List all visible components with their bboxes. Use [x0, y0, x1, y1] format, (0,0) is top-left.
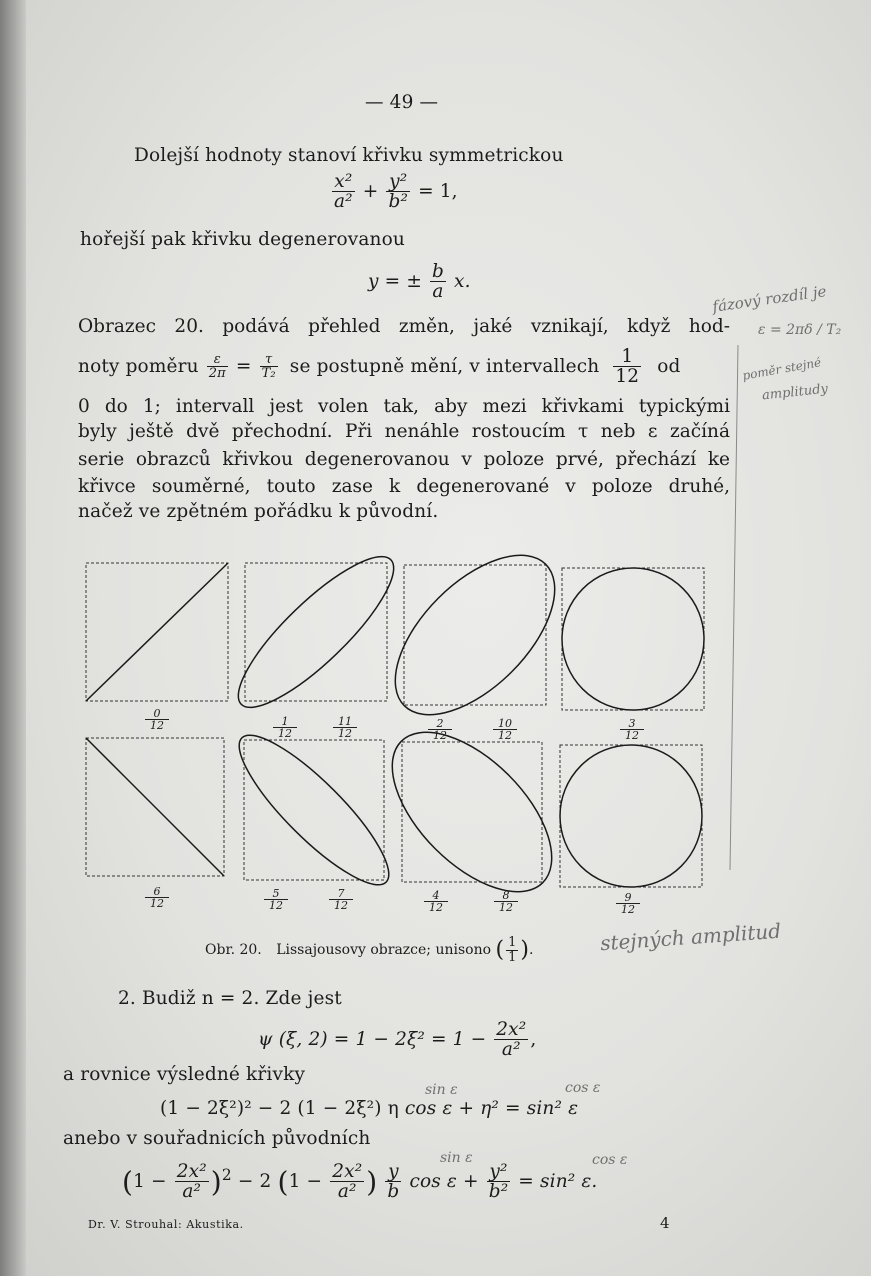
paragraph-4: 2. Budiž n = 2. Zde jest [118, 988, 342, 1009]
fraction-y2-b2: $\frac{\text{y²}}{\text{b²}}$ [388, 171, 409, 213]
figure-frame-1 [245, 563, 387, 701]
curve-0-12 [86, 563, 228, 701]
fraction-1-12: $\frac{1}{12}$ [615, 346, 640, 388]
fraction-x2-a2: $\frac{\text{x²}}{\text{a²}}$ [334, 171, 353, 213]
figure-label-8-12: 8 12 [494, 890, 518, 913]
footer-signature: 4 [660, 1214, 670, 1232]
figure-frame-4-8 [402, 742, 542, 882]
fraction-1-1: $\frac{1}{1}$ [508, 935, 517, 965]
curve-2-12 [368, 528, 583, 743]
curve-6-12 [86, 738, 224, 876]
handwritten-cos-eps-1: cos ε [565, 1080, 601, 1096]
figure-label-6-12: 6 12 [145, 886, 169, 909]
paragraph-3-line-1: Obrazec 20. podává přehled změn, jaké vznikají, když hod- [78, 316, 730, 337]
curve-3-12 [562, 568, 704, 710]
equation-psi: ψ (ξ, 2) = 1 − 2ξ² = 1 − $\frac{\text{2x²}}{\text{a²}}$ , [258, 1019, 537, 1061]
figure-label-3-12: 3 12 [620, 718, 644, 741]
footer-author: Dr. V. Strouhal: Akustika. [88, 1218, 244, 1231]
paragraph-3-line-3: 0 do 1; intervall jest volen tak, aby mezi křivkami typickými [78, 396, 730, 417]
margin-pencil-line [730, 345, 738, 870]
figure-caption: Obr. 20. Lissajousovy obrazce; unisono ( $\frac{1}{1}$ ). [205, 935, 534, 965]
paragraph-3-line-6: křivce souměrné, touto zase k degenerované v poloze druhé, [78, 476, 730, 497]
curve-1-12 [220, 538, 411, 726]
handwritten-cos-eps-2: cos ε [592, 1152, 628, 1168]
figure-label-11-12: 11 12 [333, 716, 357, 739]
equation-original-coords: (1 − $\frac{\text{2x²}}{\text{a²}}$ )$^2$ − 2 (1 − $\frac{\text{2x²}}{\text{a²}}$ ) $\frac{y}{b}$ cos ε + $\frac{\text{y²}}{\text{b²}}$ = sin² ε. [122, 1161, 598, 1203]
margin-note-amplitude: amplitudy [761, 381, 829, 404]
paragraph-2: hořejší pak křivku degenerovanou [80, 229, 405, 250]
paragraph-6: anebo v souřadnicích původních [63, 1128, 371, 1149]
figure-label-1-12: 1 12 [273, 716, 297, 739]
handwritten-sin-eps-1: sin ε [425, 1082, 458, 1098]
equation-resultant: (1 − 2ξ²)² − 2 (1 − 2ξ²) η cos ε + η² = sin² ε [160, 1098, 579, 1119]
handwritten-caption-note: stejných amplitud [599, 918, 782, 956]
figure-frame-5-7 [244, 740, 384, 880]
curve-9-12 [560, 745, 702, 887]
paragraph-3-line-5: serie obrazců křivkou degenerovanou v poloze prvé, přechází ke [78, 449, 730, 470]
fraction-eps-2pi: $\frac{\varepsilon}{2\pi}$ [208, 351, 226, 382]
figure-label-9-12: 9 12 [616, 892, 640, 915]
equation-line: y = ± $\frac{b}{a}$ x. [368, 261, 471, 303]
margin-note-phase: fázový rozdíl je [711, 282, 828, 316]
margin-note-ratio: poměr stejné [741, 355, 823, 383]
page-number: — 49 — [365, 92, 439, 113]
handwritten-sin-eps-2: sin ε [440, 1150, 473, 1166]
figure-label-7-12: 7 12 [329, 888, 353, 911]
paragraph-3-line-2: noty poměru $\frac{\varepsilon}{2\pi}$ = $\frac{\tau}{\text{T₂}}$ se postupně mění, v intervallech $\frac{1}{12}$ od [78, 346, 681, 388]
curve-5-12 [222, 718, 406, 902]
curve-4-12 [365, 705, 580, 920]
paragraph-5: a rovnice výsledné křivky [63, 1064, 306, 1085]
figure-frame-2 [404, 565, 546, 705]
figure-label-0-12: 0 12 [145, 708, 169, 731]
figure-label-5-12: 5 12 [264, 888, 288, 911]
paragraph-1: Dolejší hodnoty stanoví křivku symmetrickou [134, 145, 564, 166]
fraction-tau-T2: $\frac{\tau}{\text{T₂}}$ [261, 351, 276, 382]
margin-note-formula: ε = 2πδ / T₂ [758, 322, 842, 338]
paragraph-3-line-7: načež ve zpětném pořádku k původní. [78, 501, 439, 522]
figure-label-10-12: 10 12 [493, 718, 517, 741]
figure-label-2-12: 2 12 [428, 718, 452, 741]
figure-label-4-12: 4 12 [424, 890, 448, 913]
equation-ellipse: $\frac{\text{x²}}{\text{a²}}$ + $\frac{\text{y²}}{\text{b²}}$ = 1, [334, 171, 458, 213]
paragraph-3-line-4: byly ještě dvě přechodní. Při nenáhle rostoucím τ neb ε začíná [78, 421, 730, 442]
